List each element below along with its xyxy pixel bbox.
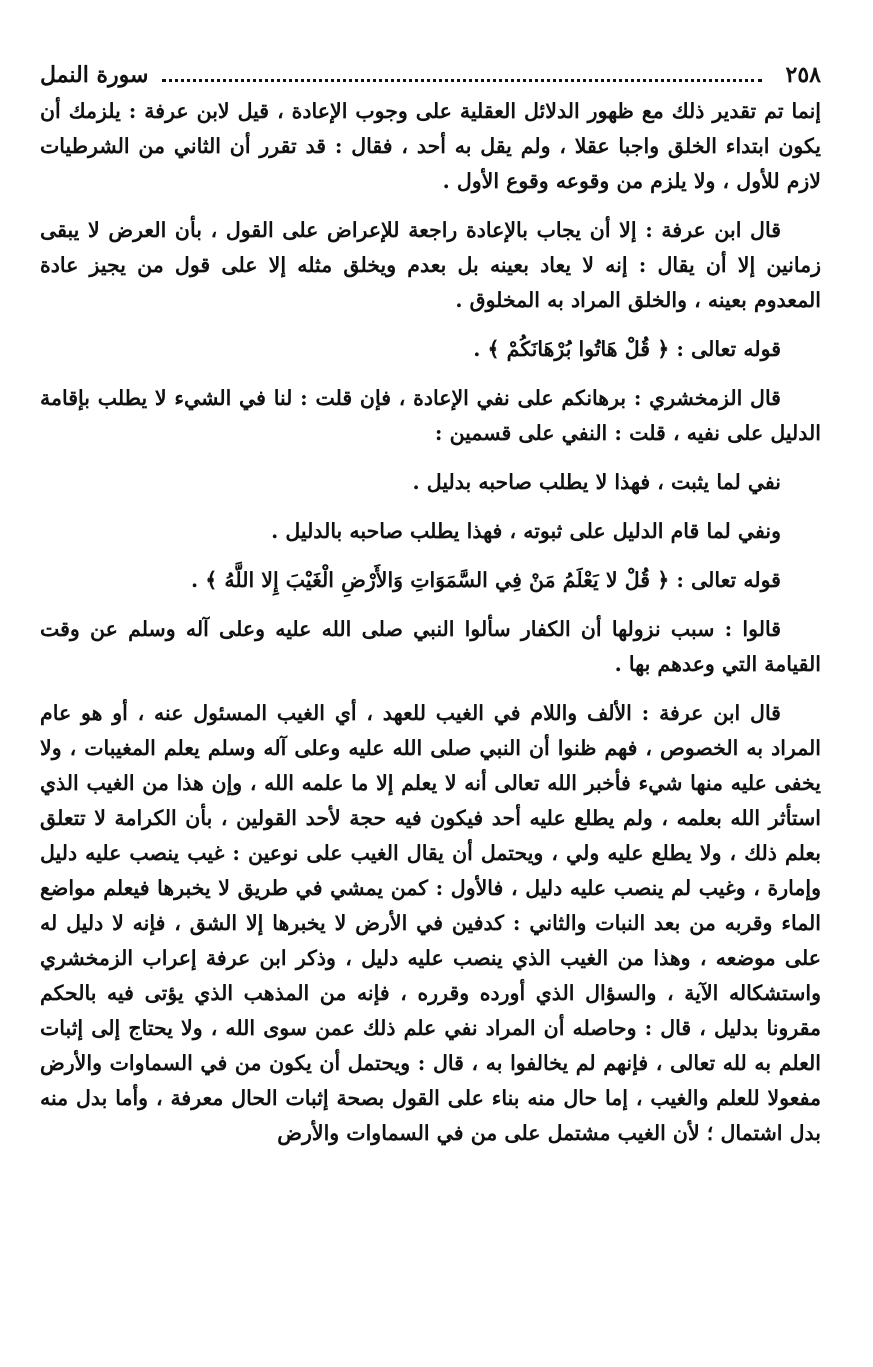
page-header [40, 58, 821, 88]
page-body [40, 94, 821, 1151]
paragraph: قال ابن عرفة : إلا أن يجاب بالإعادة راجعة للإعراض على القول ، بأن العرض لا يبقى زمانين إلا أن يقال : إنه لا يعاد بعينه بل بعدم ويخلق مثله إلا على قول من يجيز عادة المعدوم بعينه ، والخلق المراد به المخلوق . [40, 218, 821, 312]
surah-title: سورة النمل [40, 62, 149, 88]
header-dotted-rule [162, 65, 761, 82]
paragraph: نفي لما يثبت ، فهذا لا يطلب صاحبه بدليل . [412, 470, 781, 494]
paragraph: ونفي لما قام الدليل على ثبوته ، فهذا يطلب صاحبه بالدليل . [271, 519, 781, 543]
paragraph: قال ابن عرفة : الألف واللام في الغيب للعهد ، أي الغيب المسئول عنه ، أو هو عام المراد به الخصوص ، فهم ظنوا أن النبي صلى الله عليه وعلى آله وسلم يعلم المغيبات ، ولا يخفى عليه منها شيء فأخبر الله تعالى أنه لا يعلم إلا ما علمه الله ، وإن هذا من الغيب الذي استأثر الله بعلمه ، ولم يطلع عليه أحد فيكون فيه حجة لأحد القولين ، بأن الكرامة لا تتعلق بعلم ذلك ، ولا يطلع عليه ولي ، ويحتمل أن يقال الغيب على نوعين : غيب ينصب عليه دليل وإمارة ، وغيب لم ينصب عليه دليل ، فالأول : كمن يمشي في طريق لا يخبرها فيعلم مواضع الماء وقربه من بعد النبات والثاني : كدفين في الأرض لا يخبرها إلا الشق ، فإنه لا دليل له على موضعه ، وهذا من الغيب الذي ينصب عليه دليل ، وذكر ابن عرفة إعراب الزمخشري واستشكاله الآية ، والسؤال الذي أورده وقرره ، فإنه من المذهب الذي يؤتى فيه بالحكم مقرونا بدليل ، قال : وحاصله أن المراد نفي علم ذلك عمن سوى الله ، ولا يحتاج إلى إثبات العلم به لله تعالى ، فإنهم لم يخالفوا به ، قال : ويحتمل أن يكون من في السماوات والأرض مفعولا للعلم والغيب ، إما حال منه بناء على القول بصحة إثبات الحال معرفة ، وأما بدل منه بدل اشتمال ؛ لأن الغيب مشتمل على من في السماوات والأرض [40, 701, 821, 1145]
paragraph: قال الزمخشري : برهانكم على نفي الإعادة ، فإن قلت : لنا في الشيء لا يطلب بإقامة الدليل على نفيه ، قلت : النفي على قسمين : [40, 386, 821, 445]
verse-heading: قوله تعالى : ﴿ قُلْ هَاتُوا بُرْهَانَكُمْ ﴾ . [473, 337, 781, 361]
paragraph: إنما تم تقدير ذلك مع ظهور الدلائل العقلية على وجوب الإعادة ، قيل لابن عرفة : يلزمك أن يكون ابتداء الخلق واجبا عقلا ، ولم يقل به أحد ، فقال : قد تقرر أن الثاني من الشرطيات لازم للأول ، ولا يلزم من وقوعه وقوع الأول . [40, 99, 821, 193]
paragraph: قالوا : سبب نزولها أن الكفار سألوا النبي صلى الله عليه وعلى آله وسلم عن وقت القيامة التي وعدهم بها . [40, 617, 821, 676]
verse-heading: قوله تعالى : ﴿ قُلْ لا يَعْلَمُ مَنْ فِي السَّمَوَاتِ وَالأَرْضِ الْغَيْبَ إِلا اللَّهُ ﴾ . [191, 568, 781, 592]
page-number: ٢٥٨ [785, 62, 821, 88]
